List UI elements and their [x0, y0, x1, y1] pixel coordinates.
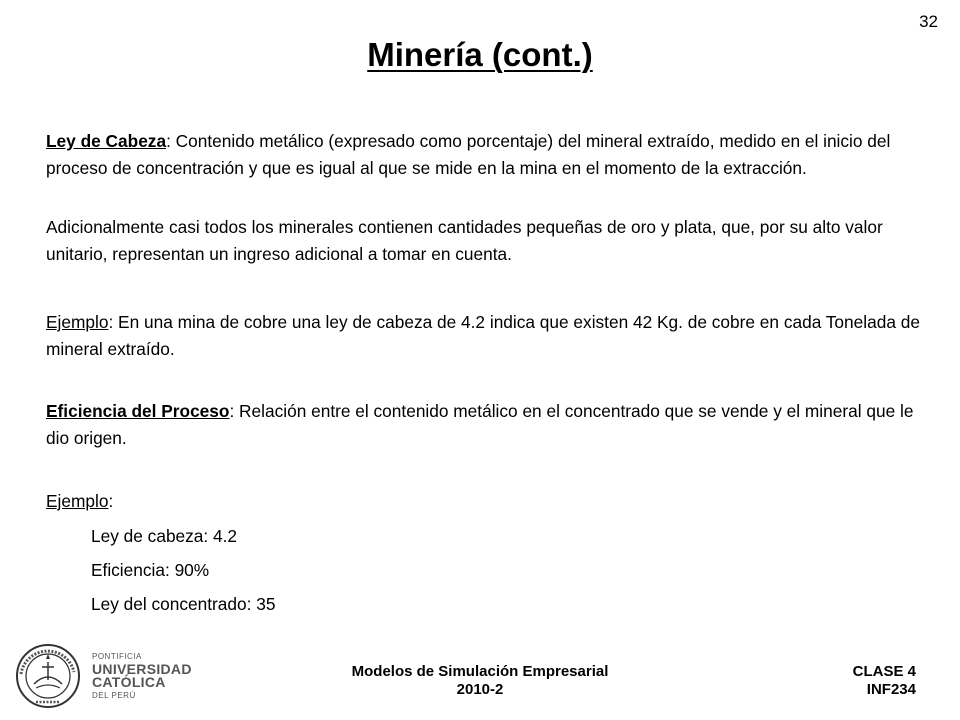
footer-clase: CLASE 4	[852, 663, 916, 680]
term-ejemplo-1: Ejemplo	[46, 312, 109, 332]
text-ejemplo-1: : En una mina de cobre una ley de cabeza de 4.2 indica que existen 42 Kg. de cobre en cada Tonelada de mineral extraído.	[46, 312, 920, 359]
definition-eficiencia: : Relación entre el contenido metálico en el concentrado que se vende y el mineral que le dio origen.	[46, 401, 914, 448]
logo-line-catolica: CATÓLICA	[92, 674, 166, 690]
term-eficiencia: Eficiencia del Proceso	[46, 401, 230, 421]
paragraph-ejemplo-2	[46, 488, 926, 515]
page-number: 32	[919, 12, 938, 31]
footer-code: INF234	[866, 681, 916, 698]
term-ley-de-cabeza: Ley de Cabeza	[46, 131, 167, 151]
definition-ley-de-cabeza: : Contenido metálico (expresado como porcentaje) del mineral extraído, medido en el inicio del proceso de concentración y que es igual al que se mide en la mina en el momento de la extracción.	[46, 131, 891, 178]
example-item-ley-cabeza: Ley de cabeza: 4.2	[91, 526, 238, 546]
paragraph-eficiencia	[46, 398, 926, 452]
footer-course-name: Modelos de Simulación Empresarial	[351, 663, 609, 680]
footer-class-info	[853, 663, 916, 699]
text-ejemplo-2: :	[108, 491, 114, 511]
paragraph-adicional: Adicionalmente casi todos los minerales contienen cantidades pequeñas de oro y plata, que, por su alto valor unitario, representan un ingreso adicional a tomar en cuenta.	[46, 217, 883, 264]
page-title: Minería (cont.)	[367, 36, 593, 73]
footer-term: 2010-2	[456, 681, 504, 698]
footer-course	[0, 663, 960, 699]
paragraph-ley-de-cabeza	[46, 128, 926, 182]
term-ejemplo-2: Ejemplo	[46, 491, 109, 511]
example-item-eficiencia: Eficiencia: 90%	[91, 560, 210, 580]
logo-line-universidad: UNIVERSIDAD	[92, 661, 192, 677]
example-item-ley-concentrado: Ley del concentrado: 35	[91, 594, 276, 614]
logo-line-del-peru: DEL PERÚ	[92, 691, 136, 700]
logo-line-pontificia: PONTIFICIA	[92, 652, 142, 661]
paragraph-ejemplo-1	[46, 309, 926, 363]
